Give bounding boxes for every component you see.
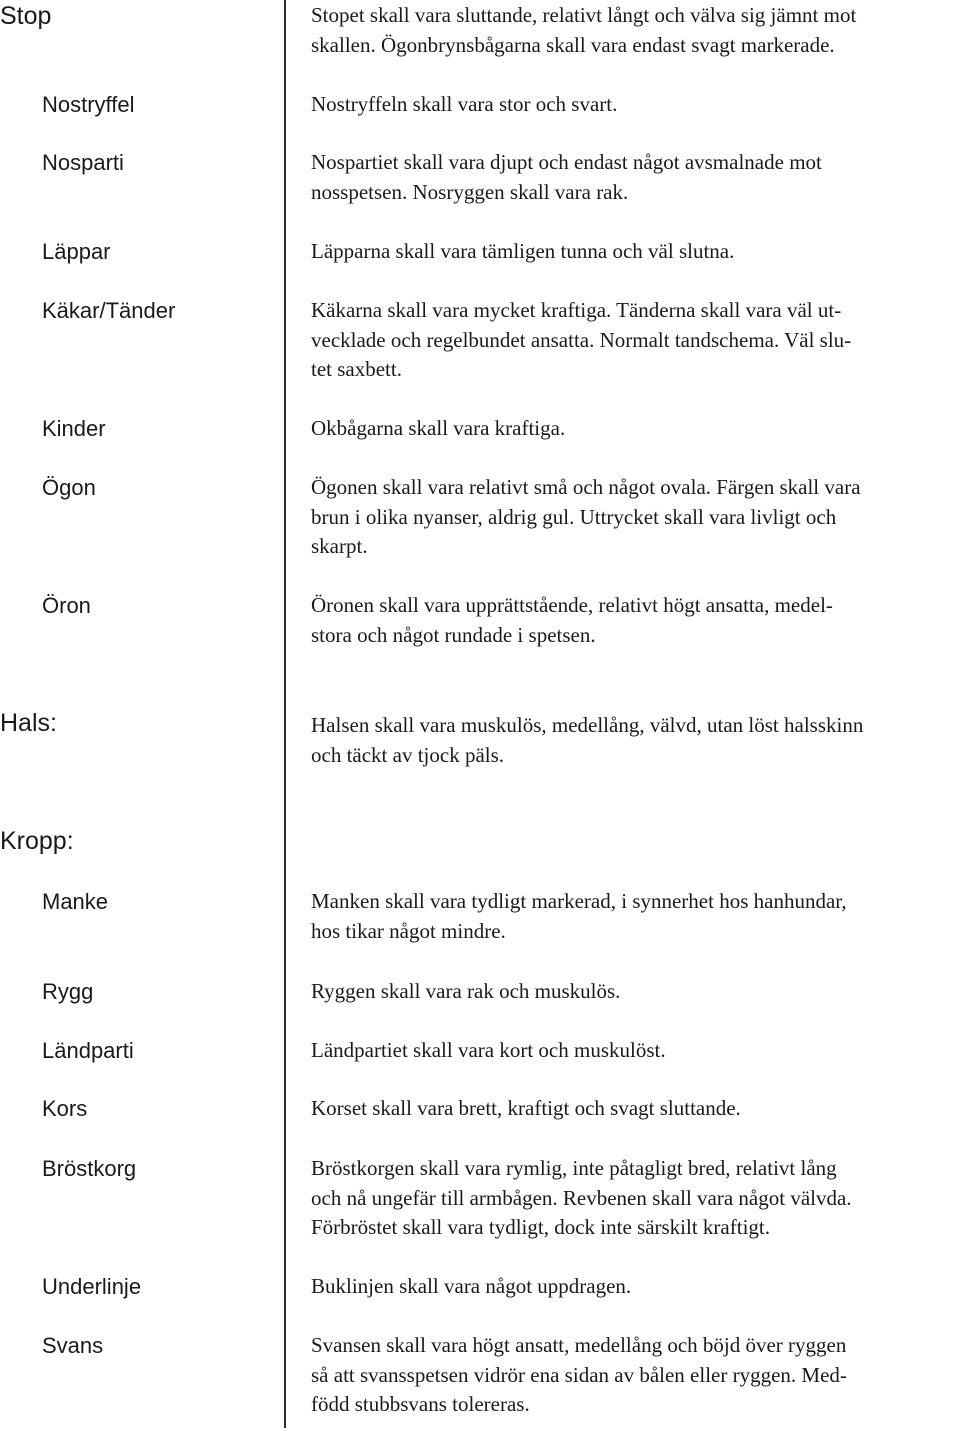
desc-lappar: Läpparna skall vara tämligen tunna och väl slutna. [311, 239, 735, 263]
desc-kors: Korset skall vara brett, kraftigt och svagt sluttande. [311, 1096, 741, 1120]
desc-nostryffel: Nostryffeln skall vara stor och svart. [311, 92, 618, 116]
desc-stop: Stopet skall vara sluttande, relativt långt och välva sig jämnt mot skallen. Ögonbrynsbågarna skall vara endast svagt markerade. [311, 3, 857, 57]
label-brostkorg: Bröstkorg [42, 1156, 137, 1181]
desc-oron: Öronen skall vara upprättstående, relativt högt ansatta, medel- stora och något rundade i spetsen. [311, 593, 833, 647]
label-stop: Stop [0, 2, 52, 30]
label-underlinje: Underlinje [42, 1274, 142, 1299]
column-divider [284, 0, 286, 1428]
label-nostryffel: Nostryffel [42, 92, 135, 117]
label-kinder: Kinder [42, 416, 106, 441]
label-manke: Manke [42, 889, 109, 914]
desc-underlinje: Buklinjen skall vara något uppdragen. [311, 1274, 632, 1298]
label-kakar-tander: Käkar/Tänder [42, 298, 176, 323]
label-rygg: Rygg [42, 979, 94, 1004]
desc-ogon: Ögonen skall vara relativt små och något ovala. Färgen skall vara brun i olika nyanser, aldrig gul. Uttrycket skall vara livligt och skarpt. [311, 475, 861, 558]
desc-svans: Svansen skall vara högt ansatt, medellång och böjd över ryggen så att svansspetsen vidrör ena sidan av bålen eller ryggen. Med- född stubbsvans tolereras. [311, 1333, 847, 1416]
label-nosparti: Nosparti [42, 150, 124, 175]
desc-kinder: Okbågarna skall vara kraftiga. [311, 416, 566, 440]
label-kors: Kors [42, 1096, 88, 1121]
desc-landparti: Ländpartiet skall vara kort och muskulöst. [311, 1038, 666, 1062]
heading-hals: Hals: [0, 709, 57, 737]
label-svans: Svans [42, 1333, 104, 1358]
label-ogon: Ögon [42, 475, 96, 500]
desc-kakar-tander: Käkarna skall vara mycket kraftiga. Tänderna skall vara väl ut- vecklade och regelbundet ansatta. Normalt tandschema. Väl slu- tet saxbett. [311, 298, 852, 381]
desc-nosparti: Nospartiet skall vara djupt och endast något avsmalnade mot nosspetsen. Nosryggen skall vara rak. [311, 150, 822, 204]
heading-kropp: Kropp: [0, 827, 74, 855]
desc-rygg: Ryggen skall vara rak och muskulös. [311, 979, 621, 1003]
label-oron: Öron [42, 593, 91, 618]
desc-manke: Manken skall vara tydligt markerad, i synnerhet hos hanhundar, hos tikar något mindre. [311, 889, 847, 943]
label-lappar: Läppar [42, 239, 111, 264]
desc-hals: Halsen skall vara muskulös, medellång, välvd, utan löst halsskinn och täckt av tjock päls. [311, 713, 864, 767]
desc-brostkorg: Bröstkorgen skall vara rymlig, inte påtagligt bred, relativt lång och nå ungefär till armbågen. Revbenen skall vara något välvda. Förbröstet skall vara tydligt, dock inte särskilt kraftigt. [311, 1156, 852, 1239]
label-landparti: Ländparti [42, 1038, 134, 1063]
